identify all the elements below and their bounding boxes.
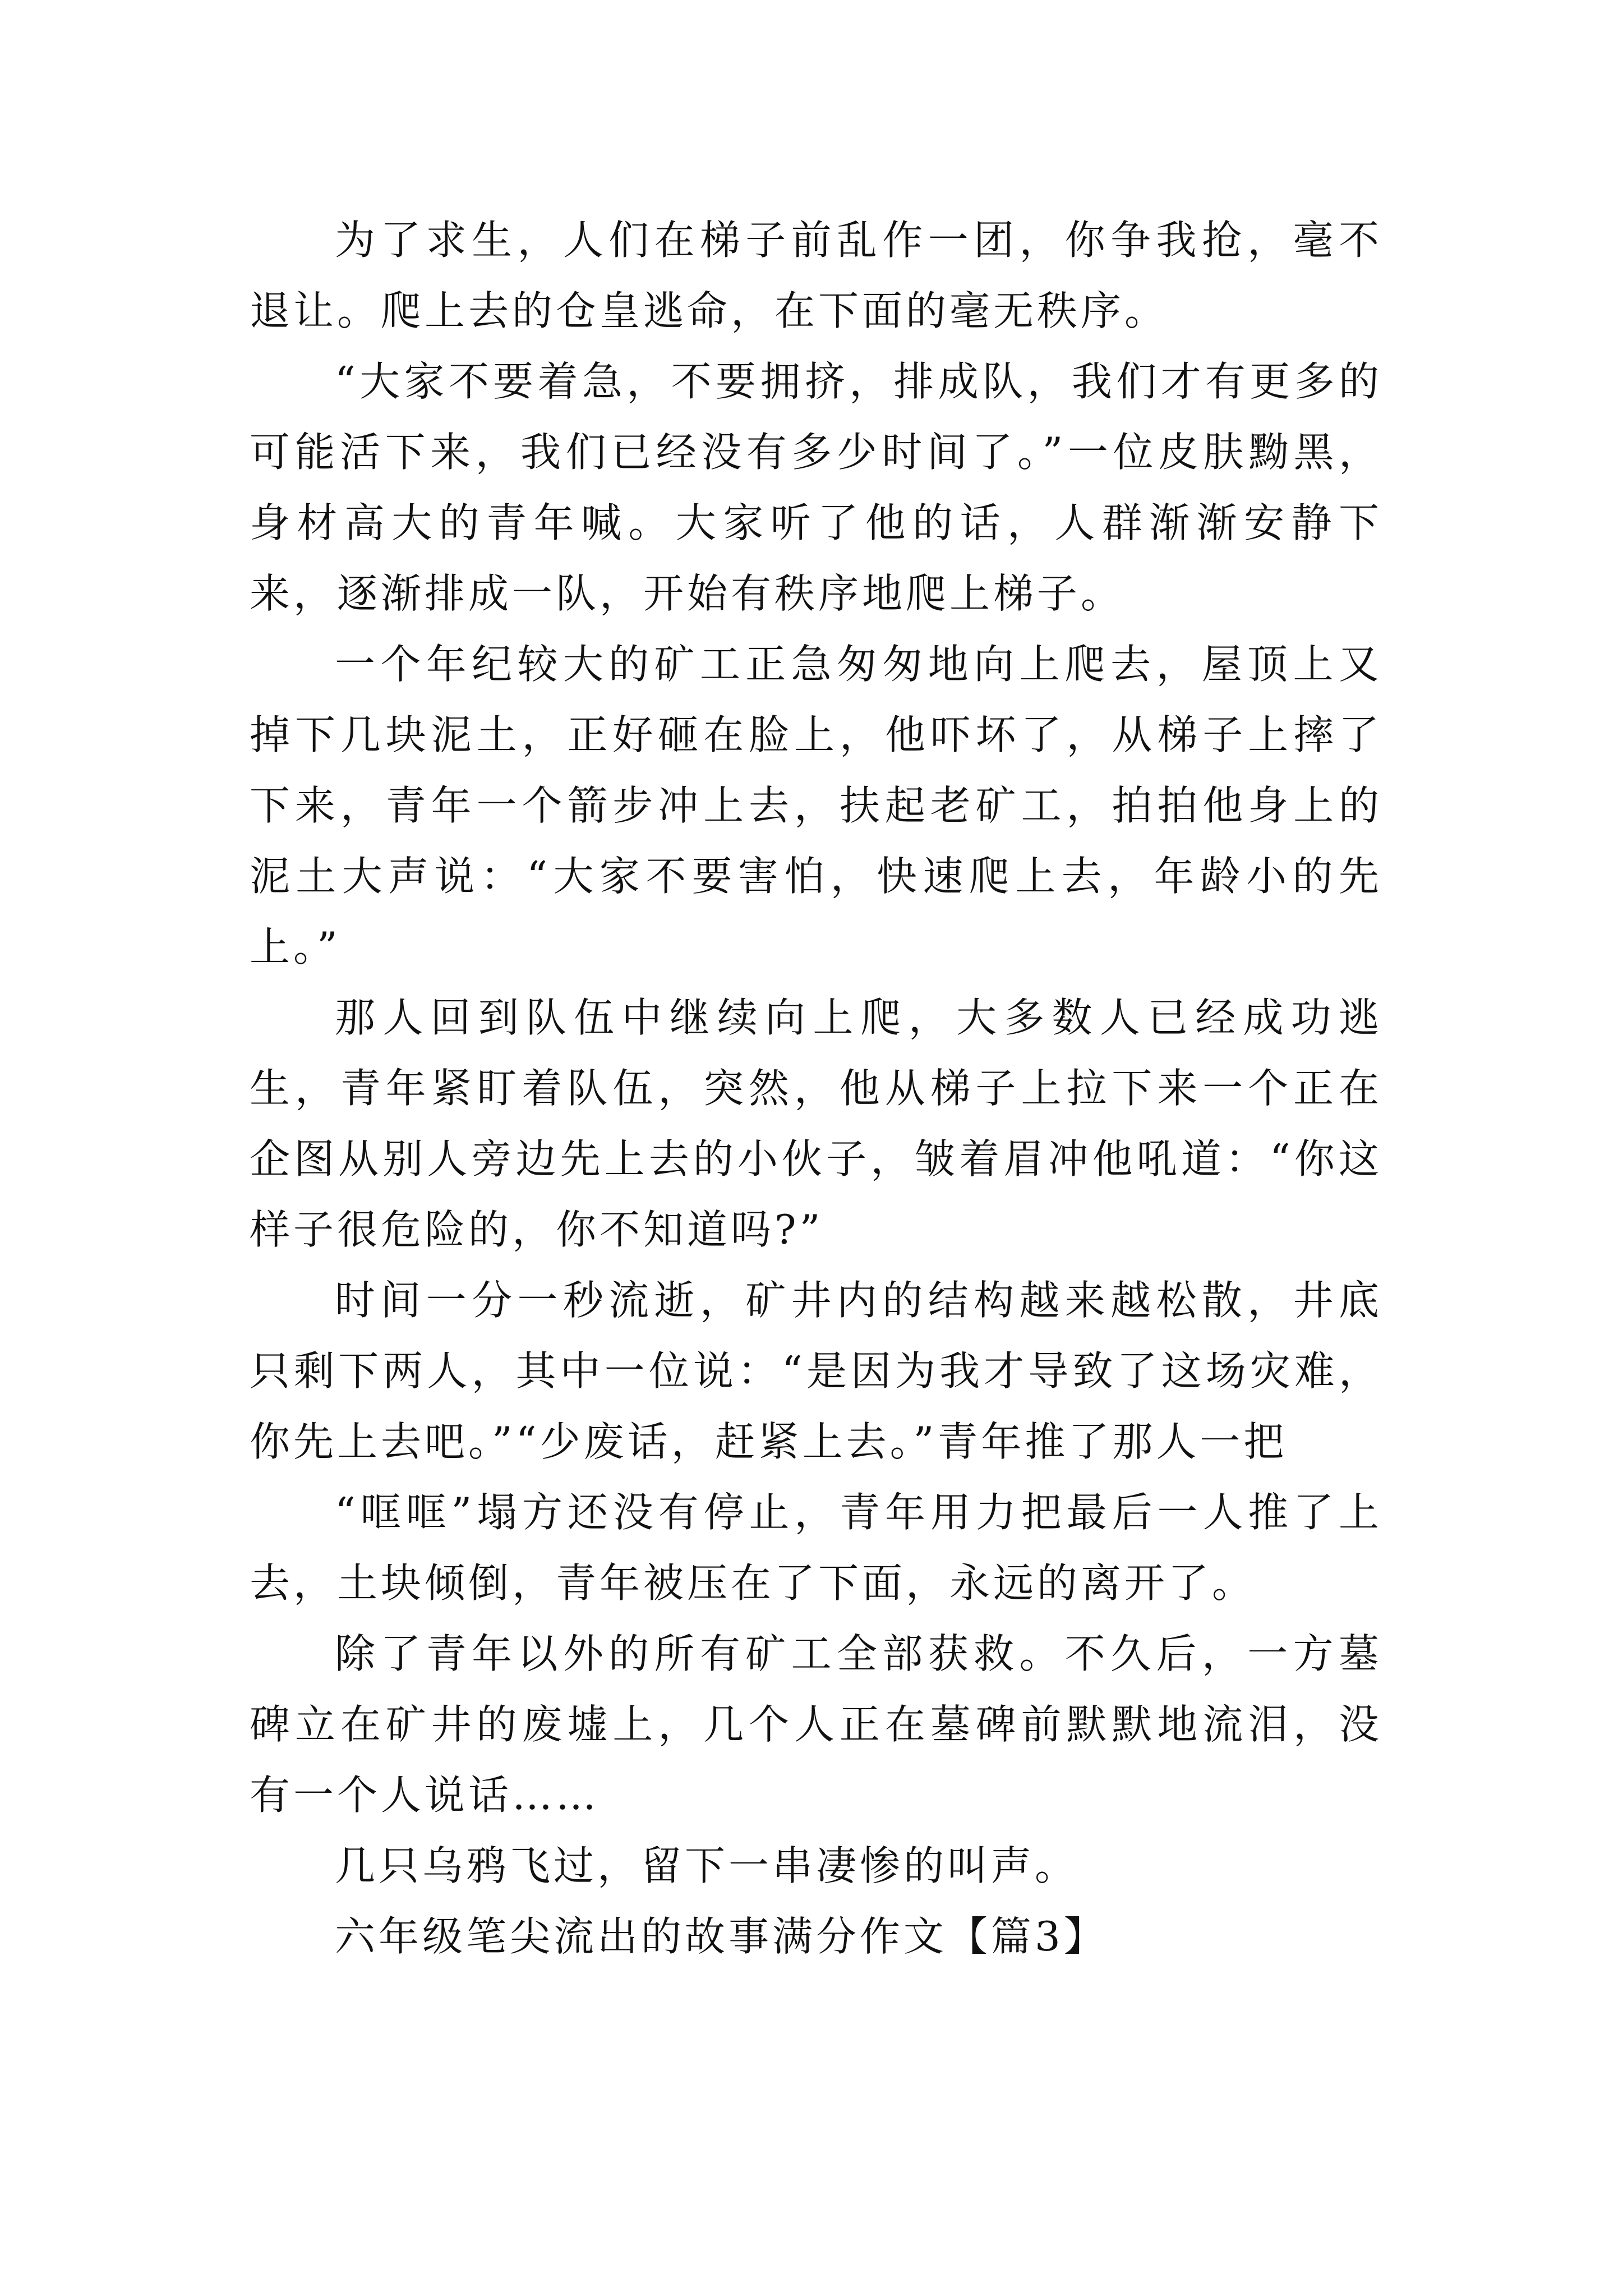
paragraph: “哐哐”塌方还没有停止，青年用力把最后一人推了上去，土块倾倒，青年被压在了下面，永远的离开了。	[250, 1489, 1382, 1607]
paragraph: 一个年纪较大的矿工正急匆匆地向上爬去，屋顶上又掉下几块泥土，正好砸在脸上，他吓坏了，从梯子上摔了下来，青年一个箭步冲上去，扶起老矿工，拍拍他身上的泥土大声说：“大家不要害怕，快速爬上去，年龄小的先上。”	[250, 641, 1382, 970]
paragraph: 几只乌鸦飞过，留下一串凄惨的叫声。	[335, 1842, 1079, 1889]
document-body	[250, 205, 1382, 1972]
paragraph: 那人回到队伍中继续向上爬，大多数人已经成功逃生，青年紧盯着队伍，突然，他从梯子上拉下来一个正在企图从别人旁边先上去的小伙子，皱着眉冲他吼道：“你这样子很危险的，你不知道吗?”	[250, 994, 1382, 1253]
paragraph: 时间一分一秒流逝，矿井内的结构越来越松散，井底只剩下两人，其中一位说：“是因为我才导致了这场灾难，你先上去吧。”“少废话，赶紧上去。”青年推了那人一把	[250, 1277, 1382, 1465]
paragraph: 除了青年以外的所有矿工全部获救。不久后，一方墓碑立在矿井的废墟上，几个人正在墓碑前默默地流泪，没有一个人说话……	[250, 1630, 1382, 1819]
paragraph: 为了求生，人们在梯子前乱作一团，你争我抢，毫不退让。爬上去的仓皇逃命，在下面的毫无秩序。	[250, 217, 1382, 334]
paragraph: “大家不要着急，不要拥挤，排成队，我们才有更多的可能活下来，我们已经没有多少时间了。”一位皮肤黝黑，身材高大的青年喊。大家听了他的话，人群渐渐安静下来，逐渐排成一队，开始有秩序地爬上梯子。	[250, 358, 1382, 617]
section-heading: 六年级笔尖流出的故事满分作文【篇3】	[335, 1913, 1108, 1960]
